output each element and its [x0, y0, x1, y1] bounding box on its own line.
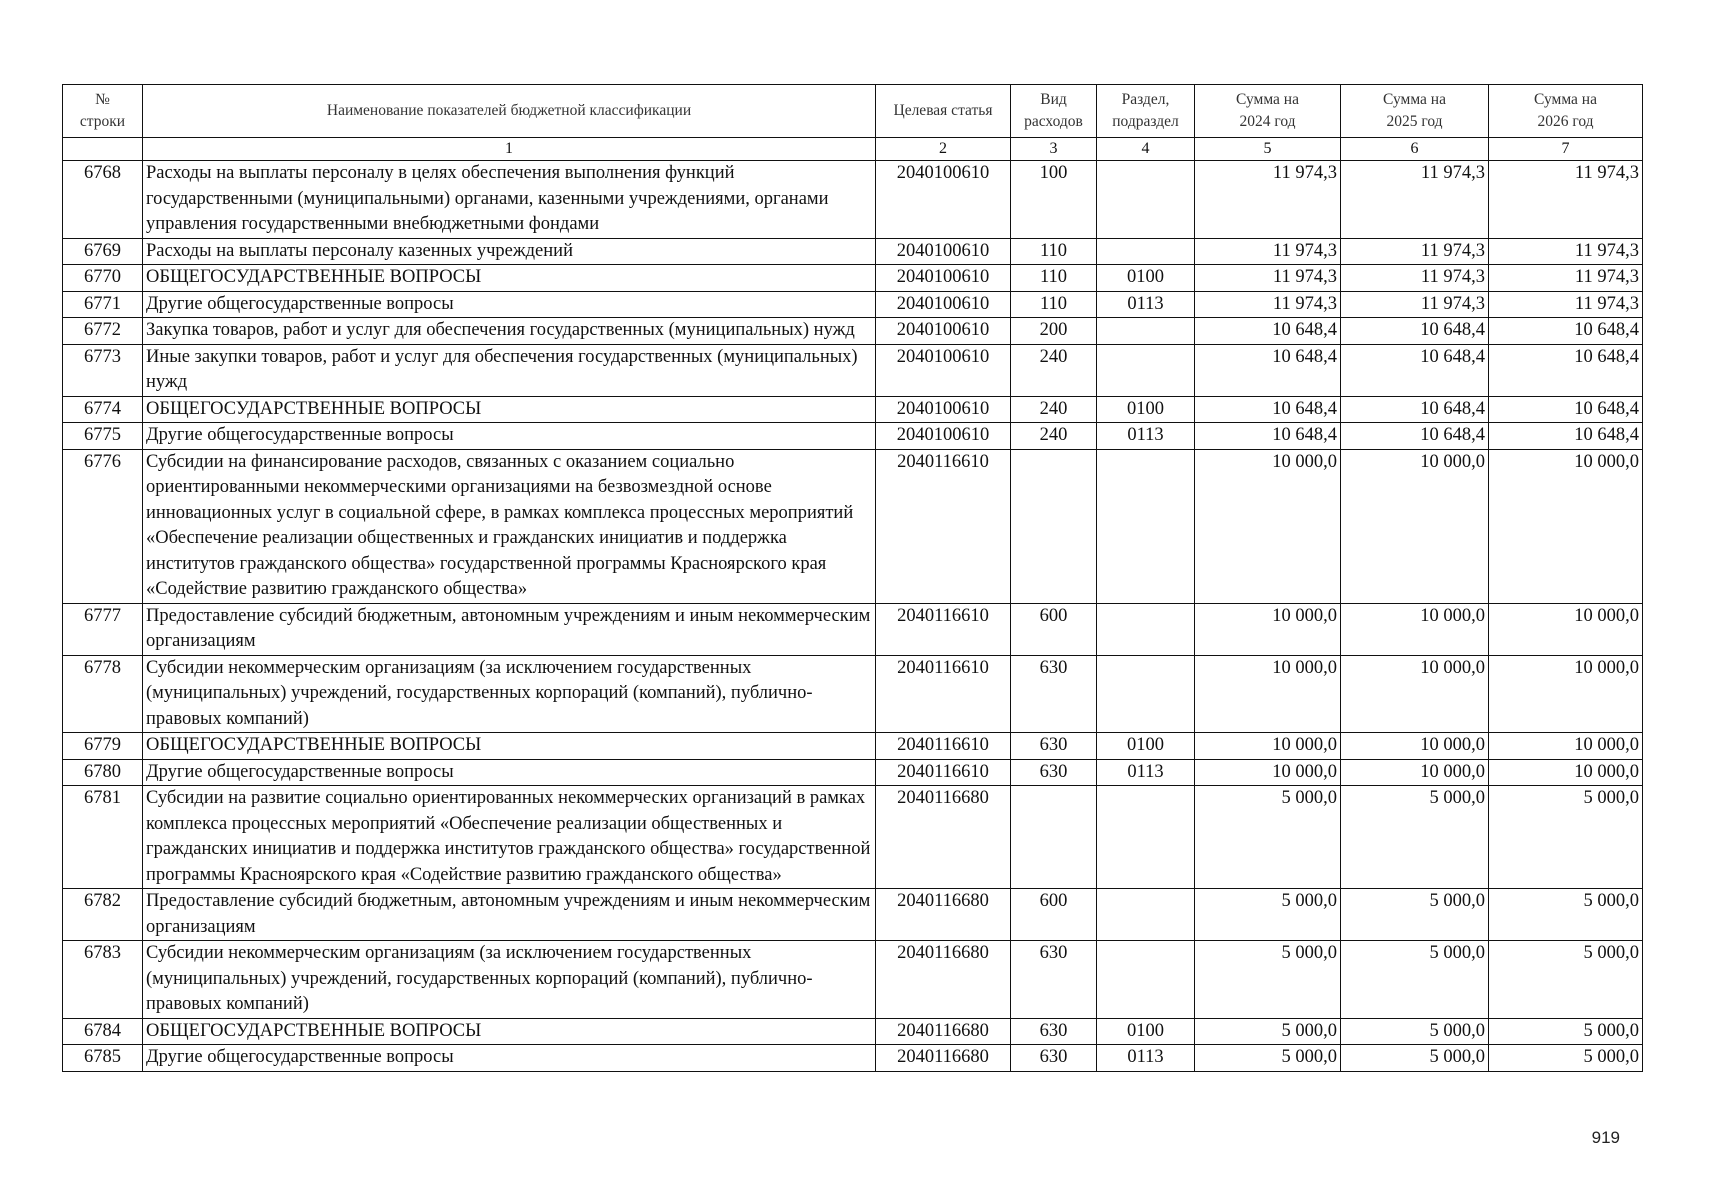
header-row — [63, 85, 1643, 138]
header-section: Раздел, подраздел — [1097, 85, 1195, 138]
expense-type-cell: 110 — [1011, 238, 1097, 265]
row-number-cell: 6784 — [63, 1018, 143, 1045]
section-cell — [1097, 161, 1195, 239]
table-row — [63, 733, 1643, 760]
row-number-cell: 6772 — [63, 318, 143, 345]
column-number-row — [63, 138, 1643, 161]
sum-2026-cell: 5 000,0 — [1489, 1045, 1643, 1072]
header-name: Наименование показателей бюджетной классификации — [143, 85, 876, 138]
sum-2025-cell: 10 000,0 — [1341, 733, 1489, 760]
sum-2024-cell: 10 000,0 — [1195, 655, 1341, 733]
sum-2024-cell: 5 000,0 — [1195, 889, 1341, 941]
section-cell — [1097, 238, 1195, 265]
header-row-no: № строки — [63, 85, 143, 138]
expense-type-cell: 110 — [1011, 291, 1097, 318]
expense-type-cell: 240 — [1011, 396, 1097, 423]
sum-2024-cell: 10 648,4 — [1195, 344, 1341, 396]
row-number-cell: 6775 — [63, 423, 143, 450]
section-cell: 0113 — [1097, 759, 1195, 786]
row-number-cell: 6777 — [63, 603, 143, 655]
table-row — [63, 786, 1643, 889]
section-cell: 0100 — [1097, 733, 1195, 760]
sum-2025-cell: 10 000,0 — [1341, 759, 1489, 786]
sum-2025-cell: 11 974,3 — [1341, 291, 1489, 318]
sum-2025-cell: 10 000,0 — [1341, 655, 1489, 733]
sum-2024-cell: 10 000,0 — [1195, 759, 1341, 786]
sum-2024-cell: 10 000,0 — [1195, 733, 1341, 760]
table-row — [63, 655, 1643, 733]
indicator-name-cell: Другие общегосударственные вопросы — [143, 291, 876, 318]
indicator-name-cell: ОБЩЕГОСУДАРСТВЕННЫЕ ВОПРОСЫ — [143, 733, 876, 760]
sum-2026-cell: 10 000,0 — [1489, 603, 1643, 655]
expense-type-cell: 200 — [1011, 318, 1097, 345]
target-article-cell: 2040116680 — [876, 786, 1011, 889]
sum-2026-cell: 10 648,4 — [1489, 423, 1643, 450]
sum-2024-cell: 5 000,0 — [1195, 941, 1341, 1019]
expense-type-cell: 240 — [1011, 423, 1097, 450]
sum-2025-cell: 5 000,0 — [1341, 941, 1489, 1019]
row-number-cell: 6785 — [63, 1045, 143, 1072]
expense-type-cell: 630 — [1011, 655, 1097, 733]
sum-2025-cell: 5 000,0 — [1341, 1045, 1489, 1072]
section-cell: 0113 — [1097, 1045, 1195, 1072]
sum-2026-cell: 10 000,0 — [1489, 449, 1643, 603]
target-article-cell: 2040116610 — [876, 733, 1011, 760]
sum-2026-cell: 10 000,0 — [1489, 655, 1643, 733]
row-number-cell: 6769 — [63, 238, 143, 265]
sum-2024-cell: 11 974,3 — [1195, 291, 1341, 318]
target-article-cell: 2040100610 — [876, 265, 1011, 292]
target-article-cell: 2040100610 — [876, 161, 1011, 239]
section-cell: 0100 — [1097, 1018, 1195, 1045]
table-row — [63, 603, 1643, 655]
row-number-cell: 6781 — [63, 786, 143, 889]
expense-type-cell: 100 — [1011, 161, 1097, 239]
sum-2026-cell: 5 000,0 — [1489, 941, 1643, 1019]
header-expense-type: Вид расходов — [1011, 85, 1097, 138]
sum-2025-cell: 5 000,0 — [1341, 889, 1489, 941]
indicator-name-cell: Предоставление субсидий бюджетным, автономным учреждениям и иным некоммерческим организациям — [143, 889, 876, 941]
sum-2025-cell: 5 000,0 — [1341, 1018, 1489, 1045]
target-article-cell: 2040100610 — [876, 344, 1011, 396]
sum-2024-cell: 5 000,0 — [1195, 1018, 1341, 1045]
target-article-cell: 2040116680 — [876, 941, 1011, 1019]
section-cell — [1097, 786, 1195, 889]
table-row — [63, 759, 1643, 786]
sum-2024-cell: 10 000,0 — [1195, 603, 1341, 655]
target-article-cell: 2040100610 — [876, 291, 1011, 318]
sum-2026-cell: 11 974,3 — [1489, 238, 1643, 265]
table-row — [63, 423, 1643, 450]
indicator-name-cell: Субсидии на развитие социально ориентированных некоммерческих организаций в рамках комплекса процессных мероприятий «Обеспечение реализации общественных и гражданских инициатив и поддержка институтов гражданского общества» государственной программы Красноярского края «Содействие развитию гражданского общества» — [143, 786, 876, 889]
indicator-name-cell: Субсидии некоммерческим организациям (за исключением государственных (муниципальных) учреждений, государственных корпораций (компаний), публично-правовых компаний) — [143, 941, 876, 1019]
sum-2024-cell: 10 648,4 — [1195, 396, 1341, 423]
sum-2025-cell: 10 648,4 — [1341, 396, 1489, 423]
table-row — [63, 344, 1643, 396]
sum-2026-cell: 11 974,3 — [1489, 291, 1643, 318]
header-target-article: Целевая статья — [876, 85, 1011, 138]
sum-2025-cell: 5 000,0 — [1341, 786, 1489, 889]
indicator-name-cell: Субсидии на финансирование расходов, связанных с оказанием социально ориентированными некоммерческими организациями на безвозмездной основе инновационных услуг в социальной сфере, в рамках комплекса процессных мероприятий «Обеспечение реализации общественных и гражданских инициатив и поддержка институтов гражданского общества» государственной программы Красноярского края «Содействие развитию гражданского общества» — [143, 449, 876, 603]
section-cell: 0113 — [1097, 423, 1195, 450]
row-number-cell: 6778 — [63, 655, 143, 733]
sum-2025-cell: 10 000,0 — [1341, 603, 1489, 655]
target-article-cell: 2040116610 — [876, 759, 1011, 786]
section-cell — [1097, 344, 1195, 396]
section-cell: 0100 — [1097, 396, 1195, 423]
row-number-cell: 6776 — [63, 449, 143, 603]
table-row — [63, 941, 1643, 1019]
sum-2025-cell: 11 974,3 — [1341, 265, 1489, 292]
section-cell: 0100 — [1097, 265, 1195, 292]
indicator-name-cell: Расходы на выплаты персоналу в целях обеспечения выполнения функций государственными (муниципальными) органами, казенными учреждениями, органами управления государственными внебюджетными фондами — [143, 161, 876, 239]
expense-type-cell: 630 — [1011, 1018, 1097, 1045]
table-row — [63, 238, 1643, 265]
sum-2024-cell: 11 974,3 — [1195, 265, 1341, 292]
section-cell: 0113 — [1097, 291, 1195, 318]
table-row — [63, 161, 1643, 239]
sum-2024-cell: 10 648,4 — [1195, 423, 1341, 450]
sum-2024-cell: 11 974,3 — [1195, 238, 1341, 265]
sum-2024-cell: 5 000,0 — [1195, 786, 1341, 889]
sum-2026-cell: 10 648,4 — [1489, 318, 1643, 345]
target-article-cell: 2040116680 — [876, 889, 1011, 941]
indicator-name-cell: ОБЩЕГОСУДАРСТВЕННЫЕ ВОПРОСЫ — [143, 1018, 876, 1045]
column-number: 3 — [1011, 138, 1097, 161]
section-cell — [1097, 603, 1195, 655]
sum-2024-cell: 10 648,4 — [1195, 318, 1341, 345]
sum-2026-cell: 10 648,4 — [1489, 344, 1643, 396]
sum-2024-cell: 5 000,0 — [1195, 1045, 1341, 1072]
row-number-cell: 6783 — [63, 941, 143, 1019]
sum-2026-cell: 10 648,4 — [1489, 396, 1643, 423]
target-article-cell: 2040116610 — [876, 603, 1011, 655]
row-number-cell: 6768 — [63, 161, 143, 239]
expense-type-cell: 630 — [1011, 941, 1097, 1019]
budget-table — [62, 84, 1643, 1072]
section-cell — [1097, 449, 1195, 603]
target-article-cell: 2040100610 — [876, 396, 1011, 423]
expense-type-cell: 240 — [1011, 344, 1097, 396]
expense-type-cell: 600 — [1011, 603, 1097, 655]
expense-type-cell: 110 — [1011, 265, 1097, 292]
sum-2026-cell: 5 000,0 — [1489, 1018, 1643, 1045]
indicator-name-cell: Иные закупки товаров, работ и услуг для обеспечения государственных (муниципальных) нужд — [143, 344, 876, 396]
indicator-name-cell: ОБЩЕГОСУДАРСТВЕННЫЕ ВОПРОСЫ — [143, 396, 876, 423]
sum-2026-cell: 5 000,0 — [1489, 786, 1643, 889]
column-number: 4 — [1097, 138, 1195, 161]
sum-2026-cell: 11 974,3 — [1489, 161, 1643, 239]
table-row — [63, 318, 1643, 345]
table-row — [63, 1018, 1643, 1045]
expense-type-cell: 630 — [1011, 759, 1097, 786]
header-sum-2024: Сумма на 2024 год — [1195, 85, 1341, 138]
sum-2026-cell: 11 974,3 — [1489, 265, 1643, 292]
page-number: 919 — [1591, 1128, 1620, 1147]
target-article-cell: 2040100610 — [876, 423, 1011, 450]
sum-2025-cell: 10 648,4 — [1341, 344, 1489, 396]
indicator-name-cell: Другие общегосударственные вопросы — [143, 1045, 876, 1072]
header-sum-2026: Сумма на 2026 год — [1489, 85, 1643, 138]
section-cell — [1097, 941, 1195, 1019]
expense-type-cell: 630 — [1011, 733, 1097, 760]
sum-2025-cell: 11 974,3 — [1341, 161, 1489, 239]
sum-2026-cell: 10 000,0 — [1489, 759, 1643, 786]
expense-type-cell: 630 — [1011, 1045, 1097, 1072]
target-article-cell: 2040100610 — [876, 318, 1011, 345]
table-row — [63, 265, 1643, 292]
target-article-cell: 2040116680 — [876, 1018, 1011, 1045]
column-number: 6 — [1341, 138, 1489, 161]
sum-2025-cell: 10 000,0 — [1341, 449, 1489, 603]
header-sum-2025: Сумма на 2025 год — [1341, 85, 1489, 138]
column-number: 1 — [143, 138, 876, 161]
indicator-name-cell: Расходы на выплаты персоналу казенных учреждений — [143, 238, 876, 265]
column-number: 2 — [876, 138, 1011, 161]
row-number-cell: 6782 — [63, 889, 143, 941]
indicator-name-cell: Предоставление субсидий бюджетным, автономным учреждениям и иным некоммерческим организациям — [143, 603, 876, 655]
sum-2026-cell: 5 000,0 — [1489, 889, 1643, 941]
table-row — [63, 449, 1643, 603]
sum-2026-cell: 10 000,0 — [1489, 733, 1643, 760]
indicator-name-cell: Другие общегосударственные вопросы — [143, 423, 876, 450]
row-number-cell: 6774 — [63, 396, 143, 423]
indicator-name-cell: ОБЩЕГОСУДАРСТВЕННЫЕ ВОПРОСЫ — [143, 265, 876, 292]
row-number-cell: 6773 — [63, 344, 143, 396]
sum-2025-cell: 10 648,4 — [1341, 423, 1489, 450]
indicator-name-cell: Закупка товаров, работ и услуг для обеспечения государственных (муниципальных) нужд — [143, 318, 876, 345]
table-row — [63, 396, 1643, 423]
column-number: 5 — [1195, 138, 1341, 161]
section-cell — [1097, 655, 1195, 733]
table-row — [63, 291, 1643, 318]
column-number — [63, 138, 143, 161]
expense-type-cell: 600 — [1011, 889, 1097, 941]
target-article-cell: 2040116680 — [876, 1045, 1011, 1072]
sum-2024-cell: 10 000,0 — [1195, 449, 1341, 603]
sum-2025-cell: 11 974,3 — [1341, 238, 1489, 265]
section-cell — [1097, 318, 1195, 345]
expense-type-cell — [1011, 786, 1097, 889]
target-article-cell: 2040116610 — [876, 449, 1011, 603]
indicator-name-cell: Субсидии некоммерческим организациям (за исключением государственных (муниципальных) учреждений, государственных корпораций (компаний), публично-правовых компаний) — [143, 655, 876, 733]
sum-2025-cell: 10 648,4 — [1341, 318, 1489, 345]
indicator-name-cell: Другие общегосударственные вопросы — [143, 759, 876, 786]
sum-2024-cell: 11 974,3 — [1195, 161, 1341, 239]
row-number-cell: 6780 — [63, 759, 143, 786]
row-number-cell: 6770 — [63, 265, 143, 292]
row-number-cell: 6771 — [63, 291, 143, 318]
section-cell — [1097, 889, 1195, 941]
target-article-cell: 2040116610 — [876, 655, 1011, 733]
row-number-cell: 6779 — [63, 733, 143, 760]
column-number: 7 — [1489, 138, 1643, 161]
table-row — [63, 889, 1643, 941]
table-body — [63, 161, 1643, 1072]
expense-type-cell — [1011, 449, 1097, 603]
table-header — [63, 85, 1643, 161]
table-row — [63, 1045, 1643, 1072]
target-article-cell: 2040100610 — [876, 238, 1011, 265]
